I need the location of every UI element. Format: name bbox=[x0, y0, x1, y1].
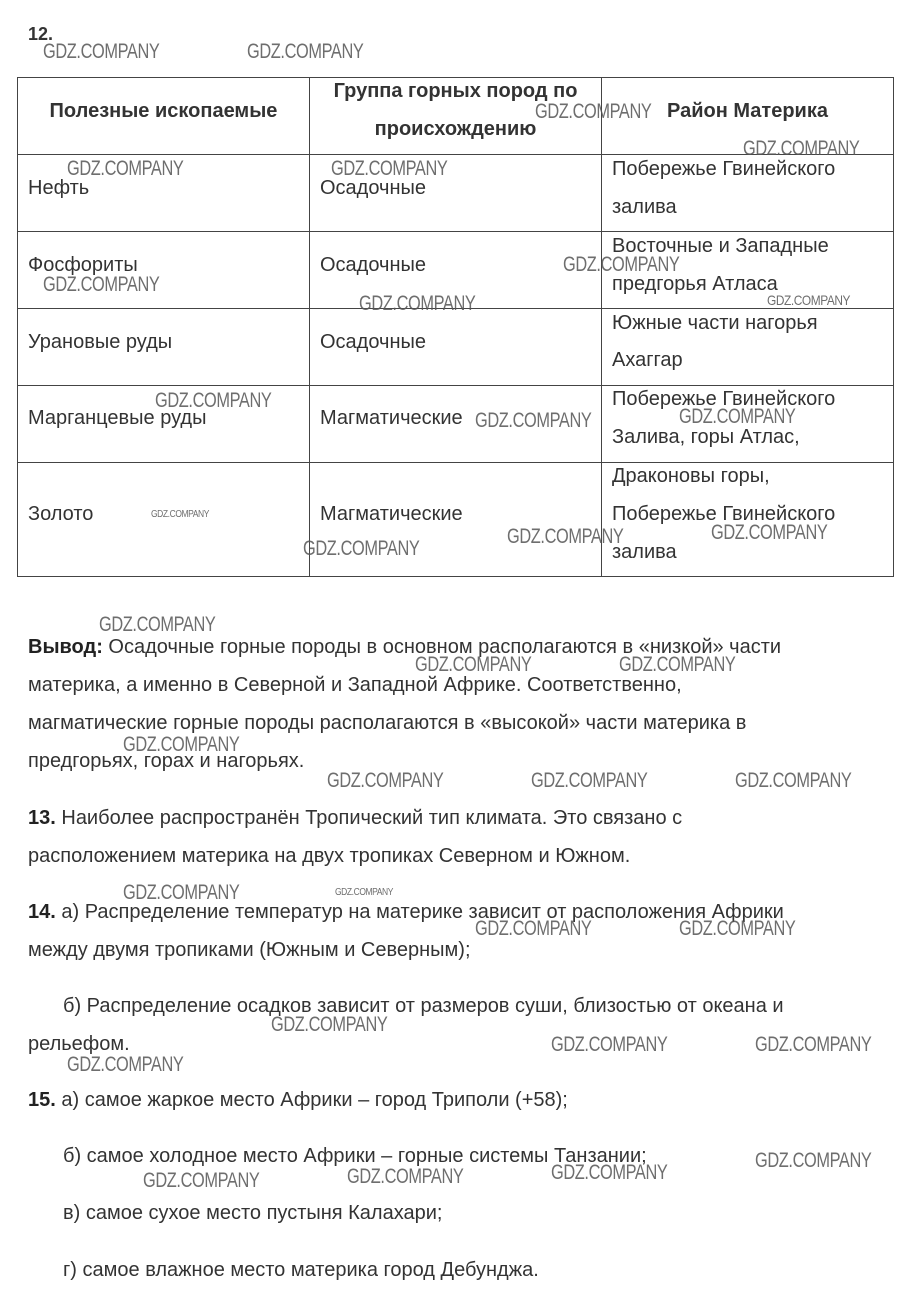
watermark-text: GDZ.COMPANY bbox=[347, 1165, 464, 1188]
table-row-1-group: Осадочные bbox=[320, 177, 426, 199]
watermark-text: GDZ.COMPANY bbox=[415, 653, 532, 676]
table-row-3-region-line1: Южные части нагорья bbox=[612, 312, 818, 334]
task-15-number: 15. bbox=[28, 1089, 56, 1111]
table-row-5-region-line2: Побережье Гвинейского bbox=[612, 503, 836, 525]
table-border-left bbox=[17, 77, 18, 577]
task-13-line-2: расположением материка на двух тропиках Северном и Южном. bbox=[28, 845, 631, 867]
table-row-2-group: Осадочные bbox=[320, 254, 426, 276]
watermark-text: GDZ.COMPANY bbox=[743, 137, 860, 160]
watermark-text: GDZ.COMPANY bbox=[143, 1169, 260, 1192]
table-border-right bbox=[893, 77, 894, 577]
watermark-text: GDZ.COMPANY bbox=[563, 253, 680, 276]
conclusion-line-4: предгорьях, горах и нагорьях. bbox=[28, 750, 305, 772]
table-row-5-mineral: Золото bbox=[28, 503, 94, 525]
conclusion-line-2: материка, а именно в Северной и Западной Африке. Соответственно, bbox=[28, 674, 682, 696]
task-13-line-1: 13. Наиболее распространён Тропический тип климата. Это связано с bbox=[28, 807, 683, 829]
watermark-text: GDZ.COMPANY bbox=[43, 40, 160, 63]
table-row-5-group: Магматические bbox=[320, 503, 463, 525]
table-row-5-region-line3: залива bbox=[612, 541, 677, 563]
watermark-text: GDZ.COMPANY bbox=[679, 405, 796, 428]
watermark-text: GDZ.COMPANY bbox=[755, 1033, 872, 1056]
table-row-1-region-line1: Побережье Гвинейского bbox=[612, 158, 836, 180]
task-15-d: г) самое влажное место материка город Дебунджа. bbox=[63, 1259, 539, 1281]
table-row-2-region-line1: Восточные и Западные bbox=[612, 235, 829, 257]
task-14-a-line-2: между двумя тропиками (Южным и Северным); bbox=[28, 939, 471, 961]
conclusion-line-3: магматические горные породы располагаются в «высокой» части материка в bbox=[28, 712, 747, 734]
watermark-text: GDZ.COMPANY bbox=[327, 769, 444, 792]
table-col-divider bbox=[601, 77, 602, 577]
watermark-text: GDZ.COMPANY bbox=[123, 881, 240, 904]
watermark-text: GDZ.COMPANY bbox=[155, 389, 272, 412]
watermark-text: GDZ.COMPANY bbox=[531, 769, 648, 792]
watermark-text: GDZ.COMPANY bbox=[335, 887, 393, 898]
conclusion-line-1: Вывод: Осадочные горные породы в основном располагаются в «низкой» части bbox=[28, 636, 782, 658]
watermark-text: GDZ.COMPANY bbox=[123, 733, 240, 756]
task-14-b-line-2: рельефом. bbox=[28, 1033, 130, 1055]
watermark-text: GDZ.COMPANY bbox=[99, 613, 216, 636]
task-14-a-line-1: 14. а) Распределение температур на материке зависит от расположения Африки bbox=[28, 901, 784, 923]
table-row-2-region-line2: предгорья Атласа bbox=[612, 273, 778, 295]
watermark-text: GDZ.COMPANY bbox=[619, 653, 736, 676]
table-row-5-region-line1: Драконовы горы, bbox=[612, 465, 770, 487]
watermark-text: GDZ.COMPANY bbox=[551, 1161, 668, 1184]
table-row-3-group: Осадочные bbox=[320, 331, 426, 353]
table-col-divider bbox=[309, 77, 310, 577]
table-row-4-region-line2: Залива, горы Атлас, bbox=[612, 426, 800, 448]
watermark-text: GDZ.COMPANY bbox=[151, 509, 209, 520]
watermark-text: GDZ.COMPANY bbox=[67, 1053, 184, 1076]
watermark-text: GDZ.COMPANY bbox=[755, 1149, 872, 1172]
task-14-b-line-1: б) Распределение осадков зависит от размеров суши, близостью от океана и bbox=[63, 995, 784, 1017]
watermark-text: GDZ.COMPANY bbox=[679, 917, 796, 940]
watermark-text: GDZ.COMPANY bbox=[247, 40, 364, 63]
watermark-text: GDZ.COMPANY bbox=[303, 537, 420, 560]
table-row-1-mineral: Нефть bbox=[28, 177, 90, 199]
conclusion-label: Вывод: bbox=[28, 636, 103, 658]
table-row-4-mineral: Марганцевые руды bbox=[28, 407, 207, 429]
header-rock-group-line1: Группа горных пород по bbox=[333, 80, 578, 102]
task-15-a: 15. а) самое жаркое место Африки – город Триполи (+58); bbox=[28, 1089, 568, 1111]
watermark-text: GDZ.COMPANY bbox=[475, 917, 592, 940]
table-row-3-region-line2: Ахаггар bbox=[612, 349, 683, 371]
table-row-4-region-line1: Побережье Гвинейского bbox=[612, 388, 836, 410]
table-row-1-region-line2: залива bbox=[612, 196, 677, 218]
watermark-text: GDZ.COMPANY bbox=[67, 157, 184, 180]
task-15-c: в) самое сухое место пустыня Калахари; bbox=[63, 1202, 443, 1224]
watermark-text: GDZ.COMPANY bbox=[271, 1013, 388, 1036]
table-row-4-group: Магматические bbox=[320, 407, 463, 429]
table-row-3-mineral: Урановые руды bbox=[28, 331, 173, 353]
watermark-text: GDZ.COMPANY bbox=[767, 292, 851, 308]
watermark-text: GDZ.COMPANY bbox=[507, 525, 624, 548]
task-14-number: 14. bbox=[28, 901, 56, 923]
watermark-text: GDZ.COMPANY bbox=[711, 521, 828, 544]
watermark-text: GDZ.COMPANY bbox=[551, 1033, 668, 1056]
watermark-text: GDZ.COMPANY bbox=[359, 292, 476, 315]
task-13-number: 13. bbox=[28, 807, 56, 829]
watermark-text: GDZ.COMPANY bbox=[735, 769, 852, 792]
header-region: Район Материка bbox=[667, 100, 828, 122]
watermark-text: GDZ.COMPANY bbox=[331, 157, 448, 180]
task-12-number: 12. bbox=[28, 24, 54, 44]
table-row-2-mineral: Фосфориты bbox=[28, 254, 138, 276]
watermark-text: GDZ.COMPANY bbox=[535, 100, 652, 123]
header-rock-group-line2: происхождению bbox=[374, 118, 537, 140]
watermark-text: GDZ.COMPANY bbox=[475, 409, 592, 432]
table-border-bottom bbox=[17, 576, 894, 577]
header-minerals: Полезные ископаемые bbox=[49, 100, 278, 122]
task-15-b: б) самое холодное место Африки – горные системы Танзании; bbox=[63, 1145, 647, 1167]
watermark-text: GDZ.COMPANY bbox=[43, 273, 160, 296]
